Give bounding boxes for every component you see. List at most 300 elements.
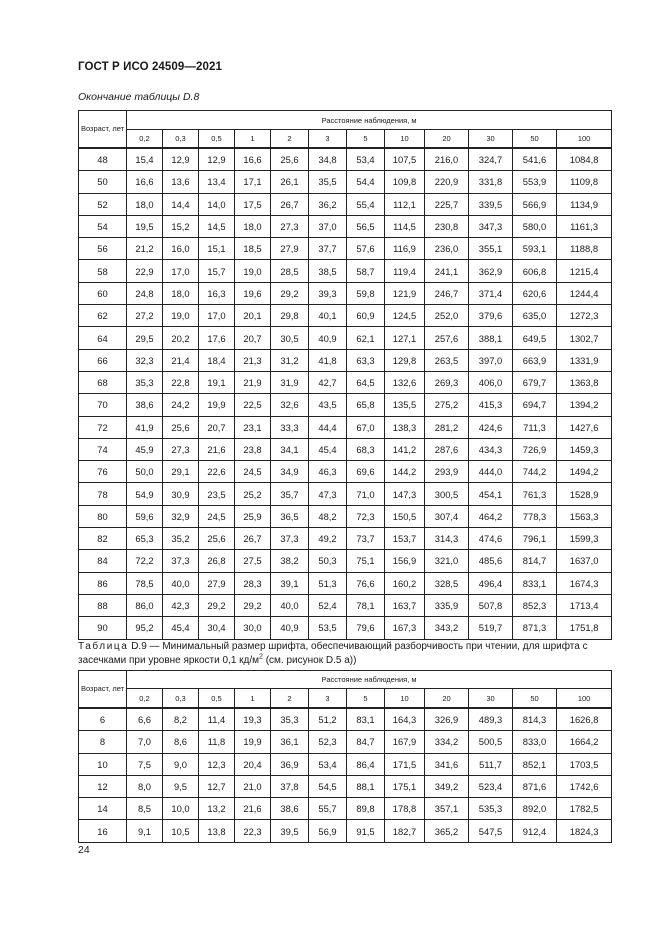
value-cell: 38,6 [271,798,309,820]
value-cell: 89,8 [347,798,385,820]
value-cell: 17,6 [199,327,235,349]
value-cell: 121,9 [385,282,425,304]
table-row [79,775,612,797]
table-row [79,260,612,282]
age-cell: 70 [79,394,127,416]
value-cell: 620,6 [513,282,557,304]
table-row [79,483,612,505]
value-cell: 293,9 [425,461,469,483]
value-cell: 15,1 [199,238,235,260]
value-cell: 25,6 [199,528,235,550]
table-row [79,594,612,616]
value-cell: 1363,8 [557,371,612,393]
value-cell: 12,3 [199,753,235,775]
value-cell: 23,8 [235,438,271,460]
value-cell: 1626,8 [557,708,612,731]
value-cell: 19,0 [235,260,271,282]
value-cell: 8,6 [163,731,199,753]
value-cell: 83,1 [347,708,385,731]
distance-value: 20 [425,130,469,149]
value-cell: 55,4 [347,193,385,215]
distance-value: 50 [513,689,557,709]
value-cell: 19,1 [199,371,235,393]
value-cell: 287,6 [425,438,469,460]
value-cell: 62,1 [347,327,385,349]
age-cell: 50 [79,171,127,193]
value-cell: 13,4 [199,171,235,193]
value-cell: 17,5 [235,193,271,215]
value-cell: 388,1 [469,327,513,349]
value-cell: 175,1 [385,775,425,797]
value-cell: 63,3 [347,349,385,371]
age-cell: 52 [79,193,127,215]
value-cell: 23,5 [199,483,235,505]
table-row [79,708,612,731]
age-cell: 62 [79,305,127,327]
age-cell: 10 [79,753,127,775]
value-cell: 22,3 [235,820,271,842]
value-cell: 29,2 [271,282,309,304]
value-cell: 349,2 [425,775,469,797]
value-cell: 78,5 [127,572,163,594]
value-cell: 19,3 [235,708,271,731]
table-row [79,505,612,527]
value-cell: 32,3 [127,349,163,371]
value-cell: 107,5 [385,148,425,171]
caption-text: — Минимальный размер шрифта, обеспечивающий разборчивость при чтении, для шрифта с засечками при уровне яркости 0,1 кд/м [78,641,588,666]
value-cell: 36,2 [309,193,347,215]
table-d8 [78,110,612,640]
value-cell: 1331,9 [557,349,612,371]
caption-superscript: 2 [259,653,263,661]
value-cell: 1302,7 [557,327,612,349]
value-cell: 744,2 [513,461,557,483]
value-cell: 14,5 [199,215,235,237]
value-cell: 54,9 [127,483,163,505]
value-cell: 22,8 [163,371,199,393]
value-cell: 341,6 [425,753,469,775]
value-cell: 40,0 [163,572,199,594]
value-cell: 24,5 [235,461,271,483]
value-cell: 566,9 [513,193,557,215]
value-cell: 27,3 [271,215,309,237]
value-cell: 489,3 [469,708,513,731]
value-cell: 33,3 [271,416,309,438]
value-cell: 24,5 [199,505,235,527]
table-row [79,238,612,260]
value-cell: 1824,3 [557,820,612,842]
value-cell: 1782,5 [557,798,612,820]
value-cell: 241,1 [425,260,469,282]
value-cell: 27,3 [163,438,199,460]
value-cell: 45,4 [309,438,347,460]
value-cell: 778,3 [513,505,557,527]
value-cell: 415,3 [469,394,513,416]
value-cell: 9,1 [127,820,163,842]
value-cell: 21,6 [235,798,271,820]
value-cell: 852,3 [513,594,557,616]
value-cell: 22,6 [199,461,235,483]
value-cell: 51,3 [309,572,347,594]
value-cell: 40,9 [271,617,309,639]
value-cell: 18,0 [163,282,199,304]
value-cell: 220,9 [425,171,469,193]
value-cell: 39,3 [309,282,347,304]
value-cell: 132,6 [385,371,425,393]
value-cell: 23,1 [235,416,271,438]
value-cell: 17,0 [163,260,199,282]
value-cell: 252,0 [425,305,469,327]
value-cell: 6,6 [127,708,163,731]
value-cell: 833,1 [513,572,557,594]
value-cell: 20,7 [235,327,271,349]
value-cell: 15,4 [127,148,163,171]
table-row [79,327,612,349]
age-cell: 68 [79,371,127,393]
value-cell: 38,2 [271,550,309,572]
value-cell: 36,9 [271,753,309,775]
value-cell: 25,9 [235,505,271,527]
value-cell: 73,7 [347,528,385,550]
age-cell: 82 [79,528,127,550]
distance-values-row [79,130,612,149]
value-cell: 60,9 [347,305,385,327]
value-cell: 649,5 [513,327,557,349]
value-cell: 167,3 [385,617,425,639]
value-cell: 1394,2 [557,394,612,416]
value-cell: 112,1 [385,193,425,215]
table-row [79,148,612,171]
value-cell: 454,1 [469,483,513,505]
distance-value: 50 [513,130,557,149]
value-cell: 355,1 [469,238,513,260]
value-cell: 371,4 [469,282,513,304]
value-cell: 27,2 [127,305,163,327]
value-cell: 1134,9 [557,193,612,215]
value-cell: 116,9 [385,238,425,260]
value-cell: 474,6 [469,528,513,550]
value-cell: 39,5 [271,820,309,842]
value-cell: 13,2 [199,798,235,820]
value-cell: 343,2 [425,617,469,639]
value-cell: 25,6 [271,148,309,171]
value-cell: 236,0 [425,238,469,260]
document-header: ГОСТ Р ИСО 24509—2021 [78,61,223,73]
distance-value: 3 [309,689,347,709]
value-cell: 16,3 [199,282,235,304]
value-cell: 19,5 [127,215,163,237]
age-cell: 8 [79,731,127,753]
value-cell: 14,4 [163,193,199,215]
value-cell: 21,6 [199,438,235,460]
value-cell: 171,5 [385,753,425,775]
value-cell: 35,3 [271,708,309,731]
value-cell: 35,2 [163,528,199,550]
value-cell: 29,2 [199,594,235,616]
value-cell: 25,2 [235,483,271,505]
distance-value: 5 [347,130,385,149]
value-cell: 76,6 [347,572,385,594]
distance-header: Расстояние наблюдения, м [127,671,612,689]
value-cell: 12,9 [163,148,199,171]
distance-value: 5 [347,689,385,709]
value-cell: 1637,0 [557,550,612,572]
value-cell: 365,2 [425,820,469,842]
value-cell: 34,1 [271,438,309,460]
value-cell: 67,0 [347,416,385,438]
value-cell: 1599,3 [557,528,612,550]
value-cell: 331,8 [469,171,513,193]
distance-header: Расстояние наблюдения, м [127,111,612,130]
value-cell: 15,2 [163,215,199,237]
age-cell: 72 [79,416,127,438]
value-cell: 164,3 [385,708,425,731]
value-cell: 912,4 [513,820,557,842]
value-cell: 167,9 [385,731,425,753]
value-cell: 32,6 [271,394,309,416]
value-cell: 32,9 [163,505,199,527]
value-cell: 15,7 [199,260,235,282]
value-cell: 46,3 [309,461,347,483]
value-cell: 50,3 [309,550,347,572]
value-cell: 79,6 [347,617,385,639]
value-cell: 1161,3 [557,215,612,237]
table-d9 [78,670,612,843]
value-cell: 42,3 [163,594,199,616]
table-row [79,305,612,327]
value-cell: 16,6 [235,148,271,171]
value-cell: 22,5 [235,394,271,416]
value-cell: 26,7 [271,193,309,215]
value-cell: 1494,2 [557,461,612,483]
value-cell: 54,4 [347,171,385,193]
age-cell: 84 [79,550,127,572]
value-cell: 871,6 [513,775,557,797]
value-cell: 18,4 [199,349,235,371]
value-cell: 28,5 [271,260,309,282]
value-cell: 20,1 [235,305,271,327]
value-cell: 129,8 [385,349,425,371]
age-cell: 60 [79,282,127,304]
distance-value: 0,3 [163,689,199,709]
value-cell: 339,5 [469,193,513,215]
age-cell: 66 [79,349,127,371]
value-cell: 10,0 [163,798,199,820]
value-cell: 43,5 [309,394,347,416]
value-cell: 24,2 [163,394,199,416]
value-cell: 16,6 [127,171,163,193]
value-cell: 72,3 [347,505,385,527]
value-cell: 892,0 [513,798,557,820]
value-cell: 444,0 [469,461,513,483]
value-cell: 18,5 [235,238,271,260]
value-cell: 1703,5 [557,753,612,775]
value-cell: 1742,6 [557,775,612,797]
value-cell: 135,5 [385,394,425,416]
value-cell: 424,6 [469,416,513,438]
age-cell: 56 [79,238,127,260]
value-cell: 55,7 [309,798,347,820]
table-row [79,617,612,639]
value-cell: 36,5 [271,505,309,527]
value-cell: 31,9 [271,371,309,393]
value-cell: 1188,8 [557,238,612,260]
value-cell: 324,7 [469,148,513,171]
value-cell: 485,6 [469,550,513,572]
value-cell: 464,2 [469,505,513,527]
value-cell: 275,2 [425,394,469,416]
value-cell: 29,2 [235,594,271,616]
distance-value: 2 [271,130,309,149]
value-cell: 37,8 [271,775,309,797]
value-cell: 547,5 [469,820,513,842]
value-cell: 1459,3 [557,438,612,460]
age-cell: 76 [79,461,127,483]
table-row [79,215,612,237]
value-cell: 523,4 [469,775,513,797]
table-d8-body [79,148,612,639]
value-cell: 18,0 [235,215,271,237]
value-cell: 38,5 [309,260,347,282]
value-cell: 38,6 [127,394,163,416]
value-cell: 20,4 [235,753,271,775]
value-cell: 52,4 [309,594,347,616]
distance-value: 20 [425,689,469,709]
table-row [79,753,612,775]
value-cell: 397,0 [469,349,513,371]
value-cell: 711,3 [513,416,557,438]
value-cell: 65,3 [127,528,163,550]
value-cell: 45,4 [163,617,199,639]
value-cell: 1664,2 [557,731,612,753]
age-cell: 16 [79,820,127,842]
value-cell: 26,8 [199,550,235,572]
age-cell: 48 [79,148,127,171]
value-cell: 35,7 [271,483,309,505]
page-number: 24 [78,844,90,856]
value-cell: 20,2 [163,327,199,349]
value-cell: 91,5 [347,820,385,842]
value-cell: 28,3 [235,572,271,594]
value-cell: 20,7 [199,416,235,438]
value-cell: 314,3 [425,528,469,550]
caption-number: D.9 [131,641,147,652]
value-cell: 30,9 [163,483,199,505]
value-cell: 18,0 [127,193,163,215]
value-cell: 9,0 [163,753,199,775]
value-cell: 635,0 [513,305,557,327]
value-cell: 53,4 [347,148,385,171]
age-cell: 78 [79,483,127,505]
value-cell: 37,0 [309,215,347,237]
value-cell: 88,1 [347,775,385,797]
value-cell: 84,7 [347,731,385,753]
distance-value: 0,2 [127,689,163,709]
age-cell: 6 [79,708,127,731]
value-cell: 1084,8 [557,148,612,171]
caption-end: (см. рисунок D.5 a)) [262,655,357,666]
value-cell: 357,1 [425,798,469,820]
age-cell: 14 [79,798,127,820]
caption-label: Таблица [78,641,129,652]
value-cell: 328,5 [425,572,469,594]
value-cell: 519,7 [469,617,513,639]
distance-value: 1 [235,689,271,709]
value-cell: 27,5 [235,550,271,572]
table-row [79,349,612,371]
distance-value: 100 [557,130,612,149]
value-cell: 51,2 [309,708,347,731]
table-row [79,282,612,304]
table-row [79,394,612,416]
value-cell: 114,5 [385,215,425,237]
value-cell: 814,3 [513,708,557,731]
value-cell: 281,2 [425,416,469,438]
value-cell: 48,2 [309,505,347,527]
age-cell: 12 [79,775,127,797]
value-cell: 95,2 [127,617,163,639]
value-cell: 663,9 [513,349,557,371]
value-cell: 1674,3 [557,572,612,594]
value-cell: 307,4 [425,505,469,527]
value-cell: 814,7 [513,550,557,572]
value-cell: 21,4 [163,349,199,371]
table-row [79,550,612,572]
value-cell: 1244,4 [557,282,612,304]
distance-value: 0,3 [163,130,199,149]
value-cell: 56,9 [309,820,347,842]
value-cell: 44,4 [309,416,347,438]
value-cell: 41,9 [127,416,163,438]
value-cell: 761,3 [513,483,557,505]
value-cell: 12,9 [199,148,235,171]
value-cell: 156,9 [385,550,425,572]
value-cell: 1272,3 [557,305,612,327]
value-cell: 59,6 [127,505,163,527]
value-cell: 49,2 [309,528,347,550]
value-cell: 10,5 [163,820,199,842]
value-cell: 11,8 [199,731,235,753]
value-cell: 86,0 [127,594,163,616]
value-cell: 21,3 [235,349,271,371]
age-cell: 54 [79,215,127,237]
value-cell: 7,0 [127,731,163,753]
value-cell: 19,9 [235,731,271,753]
value-cell: 52,3 [309,731,347,753]
value-cell: 362,9 [469,260,513,282]
value-cell: 64,5 [347,371,385,393]
value-cell: 42,7 [309,371,347,393]
value-cell: 25,6 [163,416,199,438]
value-cell: 178,8 [385,798,425,820]
value-cell: 511,7 [469,753,513,775]
value-cell: 109,8 [385,171,425,193]
value-cell: 16,0 [163,238,199,260]
value-cell: 27,9 [199,572,235,594]
value-cell: 34,9 [271,461,309,483]
value-cell: 500,5 [469,731,513,753]
distance-value: 0,5 [199,130,235,149]
value-cell: 69,6 [347,461,385,483]
age-cell: 74 [79,438,127,460]
value-cell: 553,9 [513,171,557,193]
age-cell: 80 [79,505,127,527]
value-cell: 182,7 [385,820,425,842]
value-cell: 160,2 [385,572,425,594]
value-cell: 496,4 [469,572,513,594]
value-cell: 1563,3 [557,505,612,527]
value-cell: 326,9 [425,708,469,731]
